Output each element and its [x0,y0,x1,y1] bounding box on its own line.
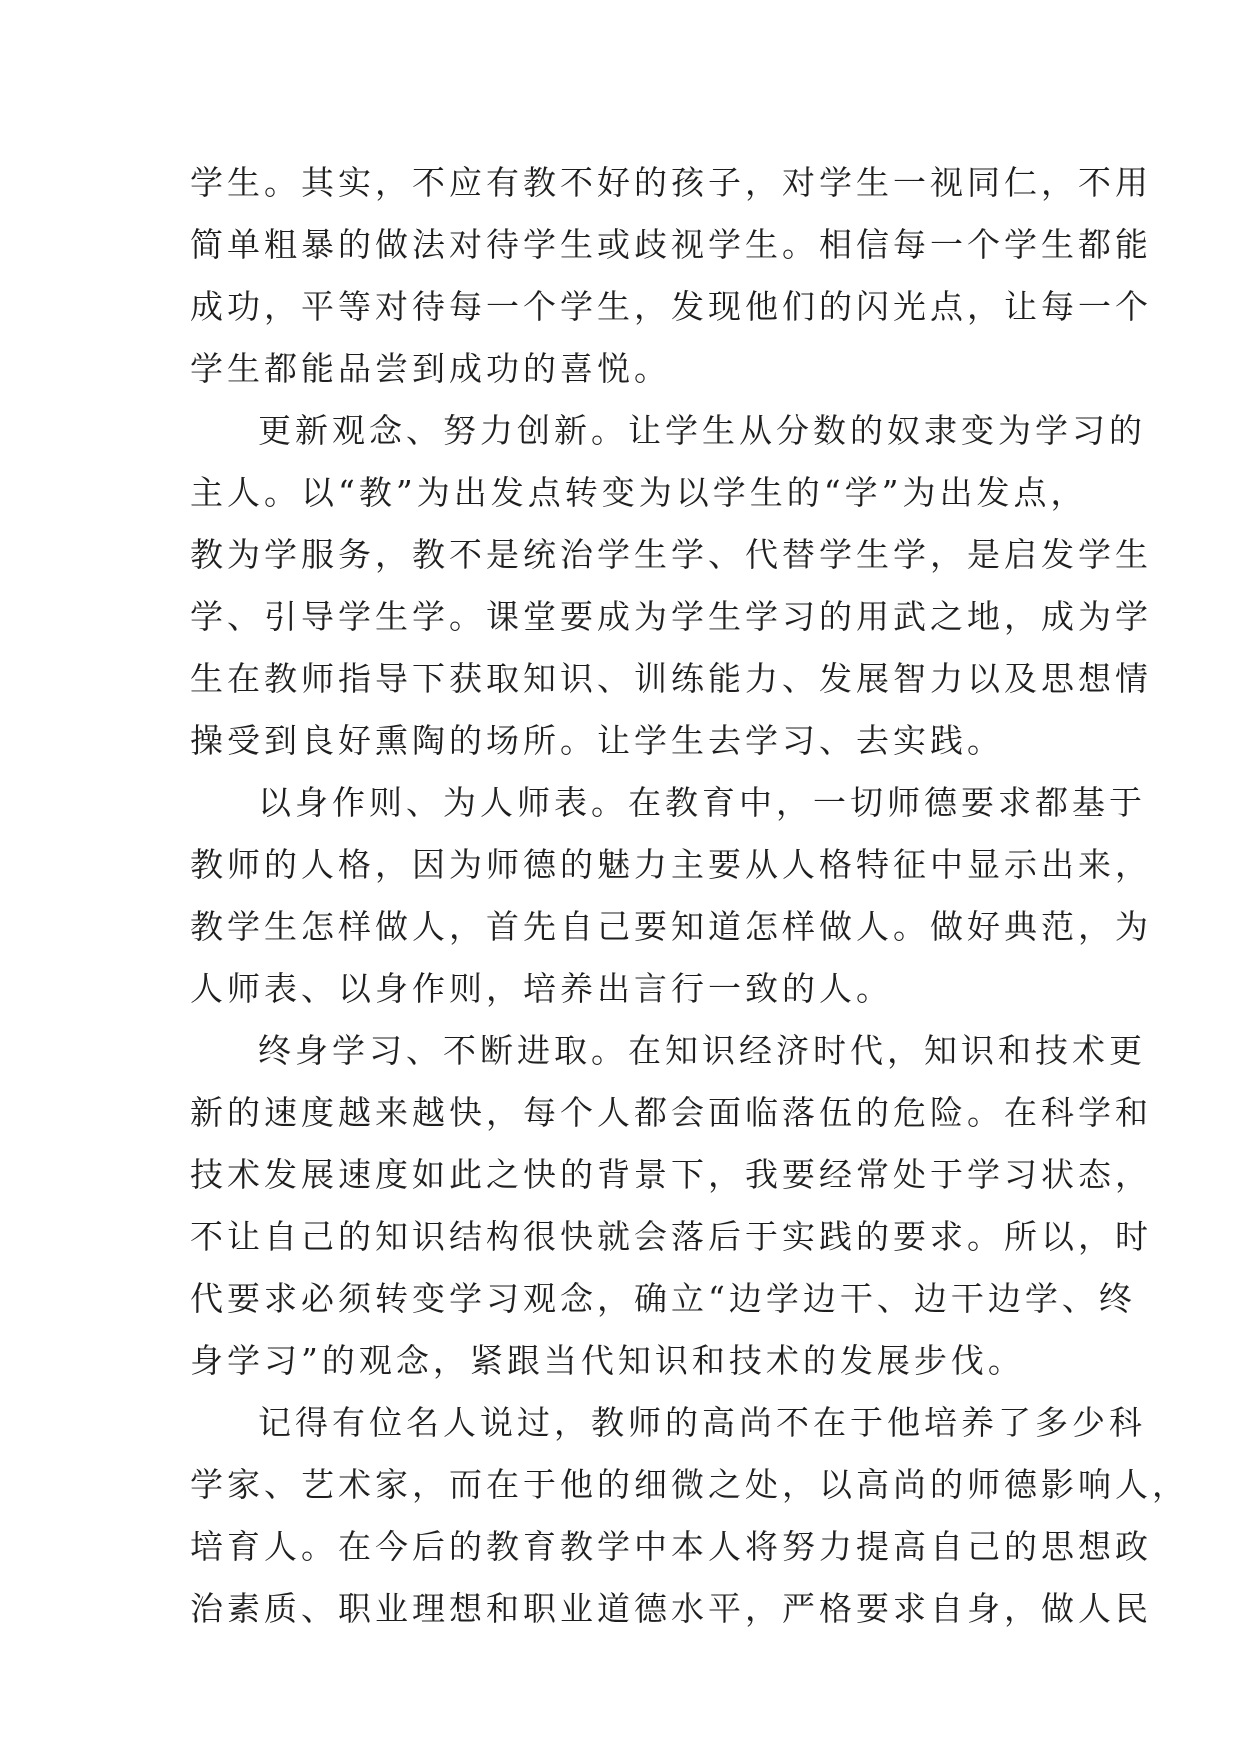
text-line: 学、引导学生学。课堂要成为学生学习的用武之地，成为学 [190,597,1152,636]
text-line: 治素质、职业理想和职业道德水平，严格要求自身，做人民 [190,1589,1152,1628]
text-line: 主人。以“教”为出发点转变为以学生的“学”为出发点， [190,473,1088,512]
text-line: 教学生怎样做人，首先自己要知道怎样做人。做好典范，为 [190,907,1152,946]
text-line: 代要求必须转变学习观念，确立“边学边干、边干边学、终 [190,1279,1136,1318]
text-line: 学生都能品尝到成功的喜悦。 [190,349,671,388]
paragraph-first-line: 记得有位名人说过，教师的高尚不在于他培养了多少科 [258,1403,1146,1442]
paragraph-first-line: 以身作则、为人师表。在教育中，一切师德要求都基于 [258,783,1146,822]
text-line: 生在教师指导下获取知识、训练能力、发展智力以及思想情 [190,659,1152,698]
text-line: 教师的人格，因为师德的魅力主要从人格特征中显示出来， [190,845,1152,884]
document-body [190,152,1189,1640]
text-line: 操受到良好熏陶的场所。让学生去学习、去实践。 [190,721,1004,760]
text-line: 培育人。在今后的教育教学中本人将努力提高自己的思想政 [190,1527,1152,1566]
text-line: 技术发展速度如此之快的背景下，我要经常处于学习状态， [190,1155,1152,1194]
text-line: 学家、艺术家，而在于他的细微之处，以高尚的师德影响人， [190,1465,1189,1504]
text-line: 简单粗暴的做法对待学生或歧视学生。相信每一个学生都能 [190,225,1152,264]
text-line: 不让自己的知识结构很快就会落后于实践的要求。所以，时 [190,1217,1152,1256]
text-line: 学生。其实，不应有教不好的孩子，对学生一视同仁，不用 [190,163,1152,202]
text-line: 人师表、以身作则，培养出言行一致的人。 [190,969,893,1008]
text-line: 成功，平等对待每一个学生，发现他们的闪光点，让每一个 [190,287,1152,326]
text-line: 新的速度越来越快，每个人都会面临落伍的危险。在科学和 [190,1093,1152,1132]
text-line: 教为学服务，教不是统治学生学、代替学生学，是启发学生 [190,535,1152,574]
text-line: 身学习”的观念，紧跟当代知识和技术的发展步伐。 [190,1341,1025,1380]
paragraph-first-line: 终身学习、不断进取。在知识经济时代，知识和技术更 [258,1031,1146,1070]
paragraph-first-line: 更新观念、努力创新。让学生从分数的奴隶变为学习的 [258,411,1146,450]
